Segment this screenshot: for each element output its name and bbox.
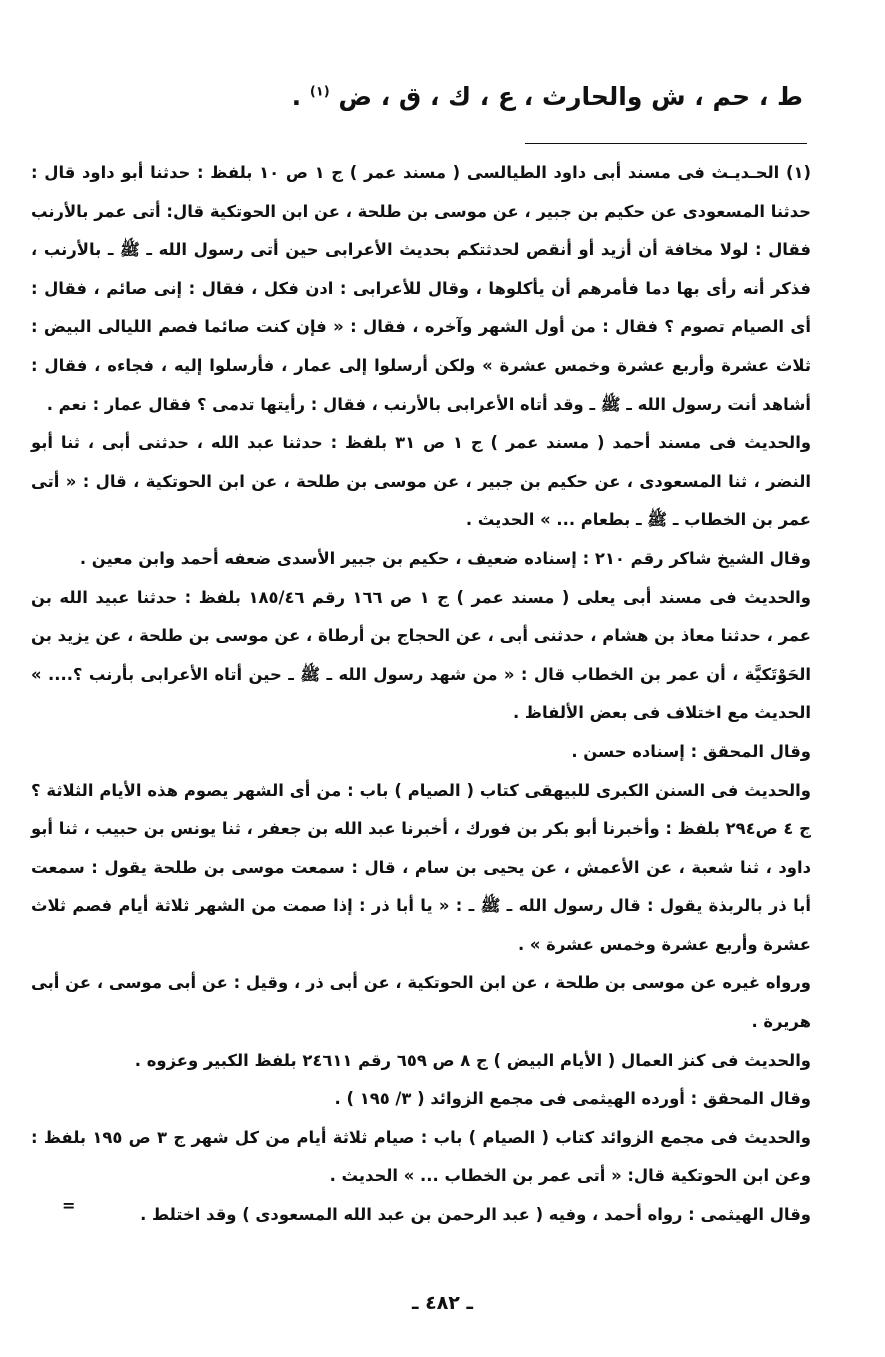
continuation-mark: = xyxy=(62,1196,76,1215)
footnote-paragraph: (١) الحـديـث فى مسند أبى داود الطيالسى ( مسند عمر ) ج ١ ص ١٠ بلفظ : حدثنا أبو داود قال : حدثنا المسعودى عن حكيم بن جبير ، عن موسى بن طلحة ، عن ابن الحوتكية قال: أتى عمر بالأرنب فقال : لولا مخافة أن أزيد أو أنقص لحدثتكم بحديث الأعرابى حين أتى رسول الله ـ ﷺ ـ بالأرنب ، فذكر أنه رأى بها دما فأمرهم أن يأكلوها ، وقال للأعرابى : ادن فكل ، فقال : إنى صائم ، فقال : أى الصيام تصوم ؟ فقال : من أول الشهر وآخره ، فقال : « فإن كنت صائما فصم الليالى البيض : ثلاث عشرة وأربع عشرة وخمس عشرة » ولكن أرسلوا إلى عمار ، فأرسلوا إليه ، فجاءه ، فقال : أشاهد أنت رسول الله ـ ﷺ ـ وقد أتاه الأعرابى بالأرنب ، فقال : رأيتها تدمى ؟ فقال عمار : نعم . xyxy=(31,163,811,414)
page-number: ـ ٤٨٢ ـ xyxy=(411,1292,473,1314)
footnote-paragraph: والحديث فى السنن الكبرى للبيهقى كتاب ( الصيام ) باب : من أى الشهر يصوم هذه الأيام الثلاثة ؟ ج ٤ ص٢٩٤ بلفظ : وأخبرنا أبو بكر بن فورك ، أخبرنا عبد الله بن جعفر ، ثنا يونس بن حبيب ، ثنا أبو داود ، ثنا شعبة ، عن الأعمش ، عن يحيى بن سام ، قال : سمعت موسى بن طلحة يقول : سمعت أبا ذر بالربذة يقول : قال رسول الله ـ ﷺ ـ : « يا أبا ذر : إذا صمت من الشهر ثلاثة أيام فصم ثلاث عشرة وأربع عشرة وخمس عشرة » . xyxy=(31,780,811,954)
footnote-paragraph: وقال المحقق : أورده الهيثمى فى مجمع الزوائد ( ٣/ ١٩٥ ) . xyxy=(334,1089,811,1109)
footnote-paragraph: والحديث فى كنز العمال ( الأيام البيض ) ج ٨ ص ٦٥٩ رقم ٢٤٦١١ بلفظ الكبير وعزوه . xyxy=(134,1050,811,1070)
footnote-block xyxy=(31,154,811,1235)
footnote-paragraph: والحديث فى مجمع الزوائد كتاب ( الصيام ) باب : صيام ثلاثة أيام من كل شهر ج ٣ ص ١٩٥ بلفظ : وعن ابن الحوتكية قال: « أتى عمر بن الخطاب ... » الحديث . xyxy=(31,1127,811,1186)
footnote-paragraph: وقال المحقق : إسناده حسن . xyxy=(571,741,811,761)
header-text: ط ، حم ، ش والحارث ، ع ، ك ، ق ، ض xyxy=(338,82,803,111)
footnote-paragraph: والحديث فى مسند أبى يعلى ( مسند عمر ) ج ١ ص ١٦٦ رقم ١٨٥/٤٦ بلفظ : حدثنا عبيد الله بن عمر ، حدثنا معاذ بن هشام ، حدثنى أبى ، عن الحجاج بن أرطاة ، عن موسى بن طلحة ، عن يزيد بن الحَوْتَكيَّة ، أن عمر بن الخطاب قال : « من شهد رسول الله ـ ﷺ ـ حين أتاه الأعرابى بأرنب ؟.... » الحديث مع اختلاف فى بعض الألفاظ . xyxy=(31,587,811,723)
footnote-separator xyxy=(525,143,807,144)
header-line xyxy=(60,82,803,111)
footnote-paragraph: ورواه غيره عن موسى بن طلحة ، عن ابن الحوتكية ، عن أبى ذر ، وقيل : عن أبى موسى ، عن أبى هريرة . xyxy=(31,973,811,1032)
footnote-paragraph: وقال الهيثمى : رواه أحمد ، وفيه ( عبد الرحمن بن عبد الله المسعودى ) وقد اختلط . xyxy=(140,1205,811,1225)
header-trail: . xyxy=(291,82,310,111)
footnote-paragraph: والحديث فى مسند أحمد ( مسند عمر ) ج ١ ص ٣١ بلفظ : حدثنا عبد الله ، حدثنى أبى ، ثنا أبو النضر ، ثنا المسعودى ، عن حكيم بن جبير ، عن موسى بن طلحة ، عن ابن الحوتكية ، قال : « أتى عمر بن الخطاب ـ ﷺ ـ بطعام ... » الحديث . xyxy=(31,433,812,530)
footnote-marker: (١) xyxy=(309,84,330,100)
footnote-paragraph: وقال الشيخ شاكر رقم ٢١٠ : إسناده ضعيف ، حكيم بن جبير الأسدى ضعفه أحمد وابن معين . xyxy=(79,548,811,568)
